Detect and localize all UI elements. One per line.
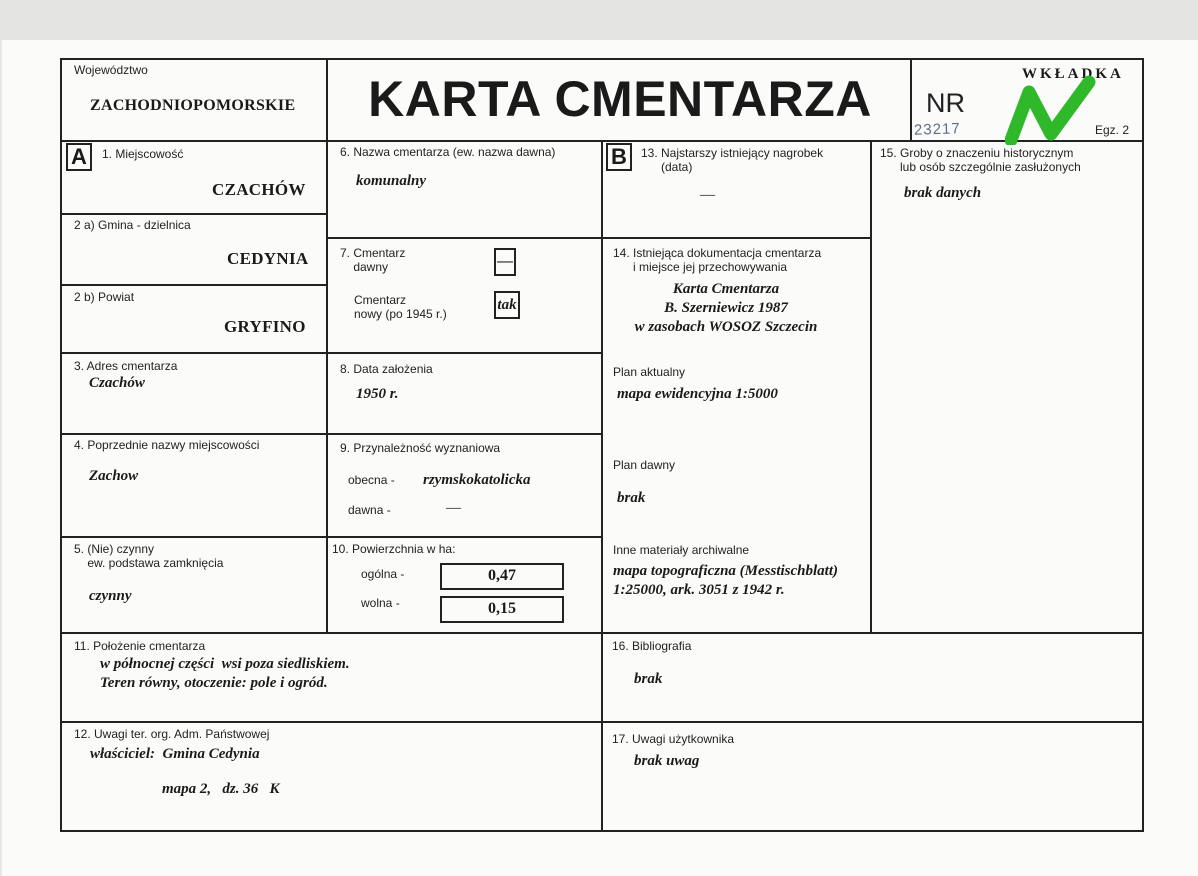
copy-label: Egz. 2	[1095, 123, 1130, 137]
f10-total-value: 0,47	[440, 563, 564, 590]
rule-f2a	[60, 284, 328, 286]
f16-label: 16. Bibliografia	[612, 639, 692, 653]
f5-label: 5. (Nie) czynny ew. podstawa zamknięcia	[74, 542, 224, 570]
section-a-badge: A	[66, 143, 92, 171]
page-title: KARTA CMENTARZA	[368, 71, 872, 127]
f10-free-value: 0,15	[440, 596, 564, 623]
f11-label: 11. Położenie cmentarza	[74, 639, 206, 653]
f4-value: Zachow	[89, 468, 139, 484]
f2b-label: 2 b) Powiat	[74, 290, 135, 304]
f9-former-value: —	[446, 500, 461, 516]
f15-value: brak danych	[904, 185, 982, 201]
f13-label: 13. Najstarszy istniejący nagrobek (data)	[641, 146, 824, 174]
f12-map-value: mapa 2, dz. 36 K	[162, 781, 280, 797]
f17-label: 17. Uwagi użytkownika	[612, 732, 735, 746]
f13-value: —	[700, 187, 715, 203]
f2a-value: CEDYNIA	[227, 249, 309, 268]
f12-label: 12. Uwagi ter. org. Adm. Państwowej	[74, 727, 270, 741]
rule-col-nr	[910, 58, 912, 142]
f10-label: 10. Powierzchnia w ha:	[332, 542, 456, 556]
f7-old-label: 7. Cmentarz dawny	[340, 246, 406, 274]
f9-label: 9. Przynależność wyznaniowa	[340, 441, 501, 455]
f1-value: CZACHÓW	[212, 180, 306, 199]
f8-value: 1950 r.	[356, 386, 399, 402]
f14-value: Karta Cmentarza B. Szerniewicz 1987 w zasobach WOSOZ Szczecin	[634, 281, 818, 335]
f5-value: czynny	[89, 588, 132, 604]
nr-label: NR	[926, 88, 965, 118]
archives-value: mapa topograficzna (Messtischblatt) 1:25000, ark. 3051 z 1942 r.	[613, 563, 839, 598]
f17-value: brak uwag	[634, 753, 700, 769]
f9-former-label: dawna -	[348, 503, 391, 517]
f6-label: 6. Nazwa cmentarza (ew. nazwa dawna)	[340, 145, 556, 159]
f11-value: w północnej części wsi poza siedliskiem. Teren równy, otoczenie: pole i ogród.	[100, 656, 350, 691]
f9-current-label: obecna -	[348, 473, 395, 487]
archives-label: Inne materiały archiwalne	[613, 543, 750, 557]
plan-former-value: brak	[617, 490, 646, 506]
f1-label: 1. Miejscowość	[102, 147, 184, 161]
rule-f4	[60, 536, 603, 538]
rule-col-b	[601, 140, 603, 832]
f7-new-checkbox: tak	[494, 291, 520, 319]
section-b-badge: B	[606, 143, 632, 171]
plan-current-label: Plan aktualny	[613, 365, 686, 379]
rule-f11	[60, 721, 1144, 723]
green-stamp-n-icon	[1005, 70, 1100, 145]
scan-top-strip	[0, 0, 1198, 40]
f3-value: Czachów	[89, 375, 145, 391]
rule-f5	[60, 632, 1144, 634]
voivodeship-value: ZACHODNIOPOMORSKIE	[90, 97, 296, 114]
rule-col-a	[326, 58, 328, 632]
f4-label: 4. Poprzednie nazwy miejscowości	[74, 438, 260, 452]
f7-old-checkbox: —	[494, 248, 516, 276]
f12-value: właściciel: Gmina Cedynia	[90, 746, 260, 762]
insert-label: WKŁADKA	[1022, 66, 1124, 82]
plan-former-label: Plan dawny	[613, 458, 676, 472]
f3-label: 3. Adres cmentarza	[74, 359, 178, 373]
rule-col-c	[870, 140, 872, 634]
f9-current-value: rzymskokatolicka	[423, 472, 531, 488]
rule-f3	[60, 433, 603, 435]
f14-label: 14. Istniejąca dokumentacja cmentarza i miejsce jej przechowywania	[613, 246, 822, 274]
plan-current-value: mapa ewidencyjna 1:5000	[617, 386, 778, 402]
f8-label: 8. Data założenia	[340, 362, 433, 376]
f6-value: komunalny	[356, 173, 427, 189]
rule-f2b	[60, 352, 603, 354]
rule-f6	[326, 237, 871, 239]
f10-free-label: wolna -	[361, 596, 400, 610]
voivodeship-label: Województwo	[74, 63, 148, 77]
f7-new-label: Cmentarz nowy (po 1945 r.)	[354, 293, 447, 321]
rule-f1	[60, 213, 328, 215]
f2a-label: 2 a) Gmina - dzielnica	[74, 218, 191, 232]
handwritten-number: 23217	[913, 120, 962, 139]
f15-label: 15. Groby o znaczeniu historycznym lub osób szczególnie zasłużonych	[880, 146, 1081, 174]
f10-total-label: ogólna -	[361, 567, 405, 581]
f2b-value: GRYFINO	[224, 317, 306, 336]
f16-value: brak	[634, 671, 663, 687]
